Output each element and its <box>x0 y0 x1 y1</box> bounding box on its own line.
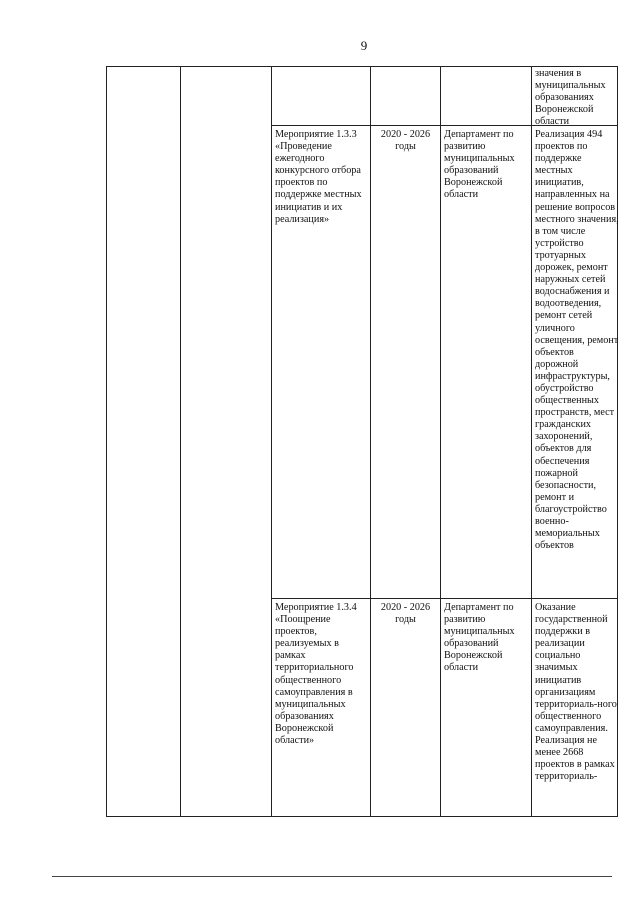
page-number: 9 <box>360 38 368 53</box>
column-divider <box>370 66 371 817</box>
table-cell-event: Мероприятие 1.3.4 «Поощрение проектов, реализуемых в рамках территориального общественного самоуправления в муниципальных образованиях Воронежской области» <box>275 602 357 747</box>
column-divider <box>180 66 181 817</box>
row-divider <box>271 598 618 599</box>
table-cell-event: Мероприятие 1.3.3 «Проведение ежегодного конкурсного отбора проектов по поддержке местных инициатив и их реализация» <box>275 129 362 225</box>
column-divider <box>531 66 532 817</box>
table-cell-period: 2020 - 2026 годы <box>380 129 431 153</box>
table-cell-result: Оказание государственной поддержки в реализации социально значимых инициатив организациям территориаль-ного общественного самоуправления. Реализация не менее 2668 проектов в рамках территориаль- <box>535 602 617 783</box>
table-cell-executor: Департамент по развитию муниципальных образований Воронежской области <box>444 129 515 201</box>
column-divider <box>271 66 272 817</box>
table-cell-result: Реализация 494 проектов по поддержке местных инициатив, направленных на решение вопросов местного значения, в том числе устройство тротуарных дорожек, ремонт наружных сетей водоснабжения и водоотведения, ремонт сетей уличного освещения, ремонт объектов дорожной инфраструктуры, обустройство общественных пространств, мест гражданских захоронений, объектов для обеспечения пожарной безопасности, ремонт и благоустройство военно-мемориальных объектов <box>535 129 619 552</box>
column-divider <box>440 66 441 817</box>
table-cell-period: 2020 - 2026 годы <box>380 602 431 626</box>
scan-edge-line <box>52 876 612 877</box>
table-cell-result-continued: значения в муниципальных образованиях Воронежской области <box>535 68 606 128</box>
table-cell-executor: Департамент по развитию муниципальных образований Воронежской области <box>444 602 515 674</box>
